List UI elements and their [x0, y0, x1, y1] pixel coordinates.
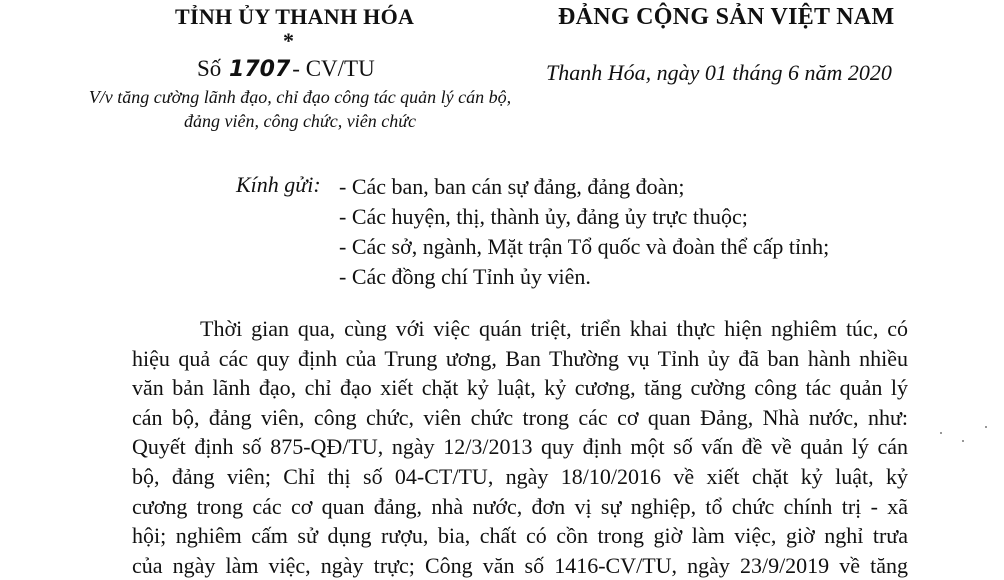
recipient-item: - Các ban, ban cán sự đảng, đảng đoàn; — [339, 174, 685, 199]
recipient-item: - Các sở, ngành, Mặt trận Tổ quốc và đoàn thể cấp tỉnh; — [339, 234, 830, 259]
document-number — [197, 56, 375, 82]
recipients-label: Kính gửi: — [236, 172, 321, 197]
document-number-prefix: Số — [197, 56, 228, 81]
document-number-suffix: - CV/TU — [292, 56, 375, 81]
scan-speck — [940, 432, 942, 434]
body-line: của ngày làm việc, ngày trực; Công văn số 1416-CV/TU, ngày 23/9/2019 về tăng — [132, 552, 908, 578]
star-mark: * — [283, 28, 294, 53]
document-subject: V/v tăng cường lãnh đạo, chỉ đạo công tác quản lý cán bộ, đảng viên, công chức, viên chức — [88, 87, 512, 131]
body-paragraph — [132, 314, 908, 580]
recipients-list — [339, 172, 829, 292]
body-line: văn bản lãnh đạo, chỉ đạo xiết chặt kỷ luật, kỷ cương, tăng cường công tác quản lý — [132, 375, 908, 401]
scan-speck — [985, 426, 987, 428]
place-date: Thanh Hóa, ngày 01 tháng 6 năm 2020 — [546, 60, 892, 85]
recipient-item: - Các huyện, thị, thành ủy, đảng ủy trực thuộc; — [339, 204, 748, 229]
party-name: ĐẢNG CỘNG SẢN VIỆT NAM — [558, 4, 895, 30]
issuing-organization: TỈNH ỦY THANH HÓA — [175, 4, 415, 29]
scan-speck — [962, 440, 964, 442]
body-line: hiệu quả các quy định của Trung ương, Ban Thường vụ Tỉnh ủy đã ban hành nhiều — [132, 345, 908, 371]
body-line: cương trong các cơ quan đảng, nhà nước, đơn vị sự nghiệp, tổ chức chính trị - xã — [132, 493, 908, 519]
document-number-handwritten: 1707 — [229, 57, 291, 82]
recipient-item: - Các đồng chí Tỉnh ủy viên. — [339, 264, 591, 289]
body-line: hội; nghiêm cấm sử dụng rượu, bia, chất có cồn trong giờ làm việc, giờ nghỉ trưa — [132, 523, 908, 549]
body-line: bộ, đảng viên; Chỉ thị số 04-CT/TU, ngày 18/10/2016 về xiết chặt kỷ luật, kỷ — [132, 463, 908, 489]
body-line: Quyết định số 875-QĐ/TU, ngày 12/3/2013 quy định một số vấn đề về quản lý cán — [132, 434, 908, 460]
body-line: Thời gian qua, cùng với việc quán triệt, triển khai thực hiện nghiêm túc, có — [200, 316, 908, 341]
body-line: cán bộ, đảng viên, công chức, viên chức trong các cơ quan Đảng, Nhà nước, như: — [132, 404, 908, 430]
